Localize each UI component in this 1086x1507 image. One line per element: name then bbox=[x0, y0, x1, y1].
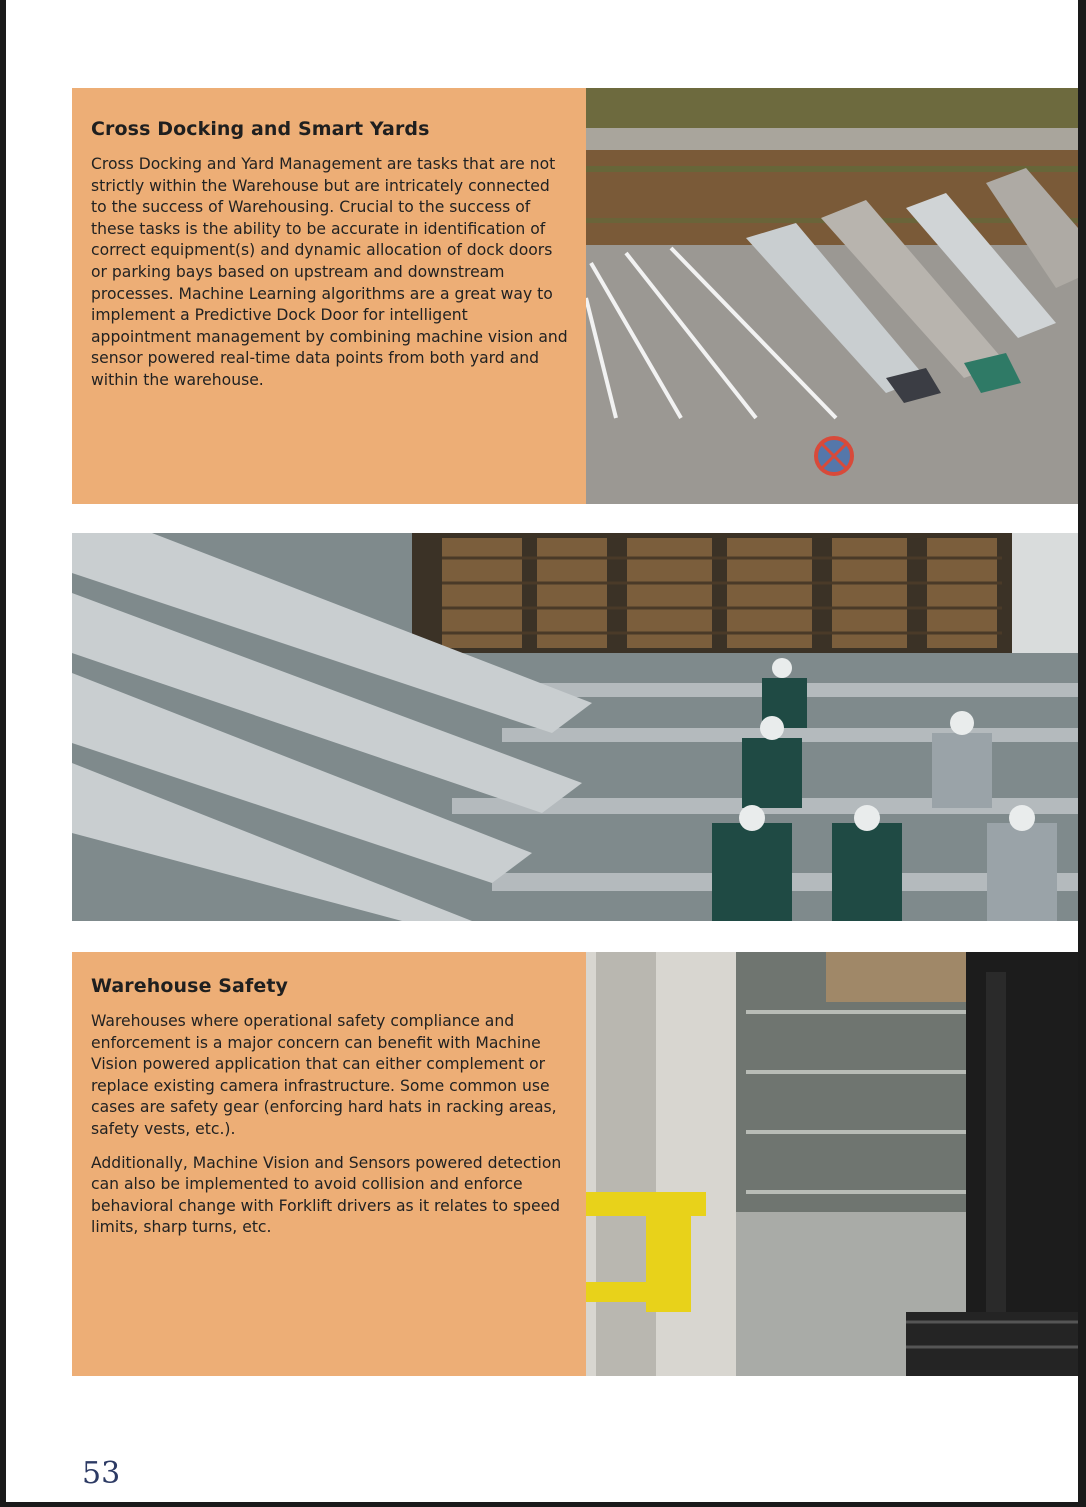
document-page bbox=[6, 0, 1078, 1502]
conveyor-sorting-line-photo bbox=[72, 533, 1078, 921]
section-paragraph: Warehouses where operational safety compliance and enforcement is a major concern can benefit with Machine Vision powered application that can either complement or replace existing camera infrastructure. Some common use cases are safety gear (enforcing hard hats in racking areas, safety vests, etc.). bbox=[91, 1012, 557, 1138]
page-number: 53 bbox=[82, 1456, 121, 1491]
warehouse-safety-panel bbox=[72, 952, 587, 1376]
section-title-warehouse-safety: Warehouse Safety bbox=[91, 975, 288, 997]
section-title-cross-docking: Cross Docking and Smart Yards bbox=[91, 118, 430, 140]
section-paragraph: Additionally, Machine Vision and Sensors powered detection can also be implemented to avoid collision and enforce behavioral change with Forklift drivers as it relates to speed limits, sharp turns, etc. bbox=[91, 1153, 562, 1237]
warehouse-forklift-photo bbox=[586, 952, 1078, 1376]
cross-docking-panel bbox=[72, 88, 587, 504]
section-paragraph: Cross Docking and Yard Management are tasks that are not strictly within the Warehouse but are intricately connected to the success of Warehousing. Crucial to the success of these tasks is the ability to be accurate in identification of correct equipment(s) and dynamic allocation of dock doors or parking bays based on upstream and downstream processes. Machine Learning algorithms are a great way to implement a Predictive Dock Door for intelligent appointment management by combining machine vision and sensor powered real-time data points from both yard and within the warehouse. bbox=[91, 155, 568, 389]
truck-yard-aerial-photo bbox=[586, 88, 1078, 504]
